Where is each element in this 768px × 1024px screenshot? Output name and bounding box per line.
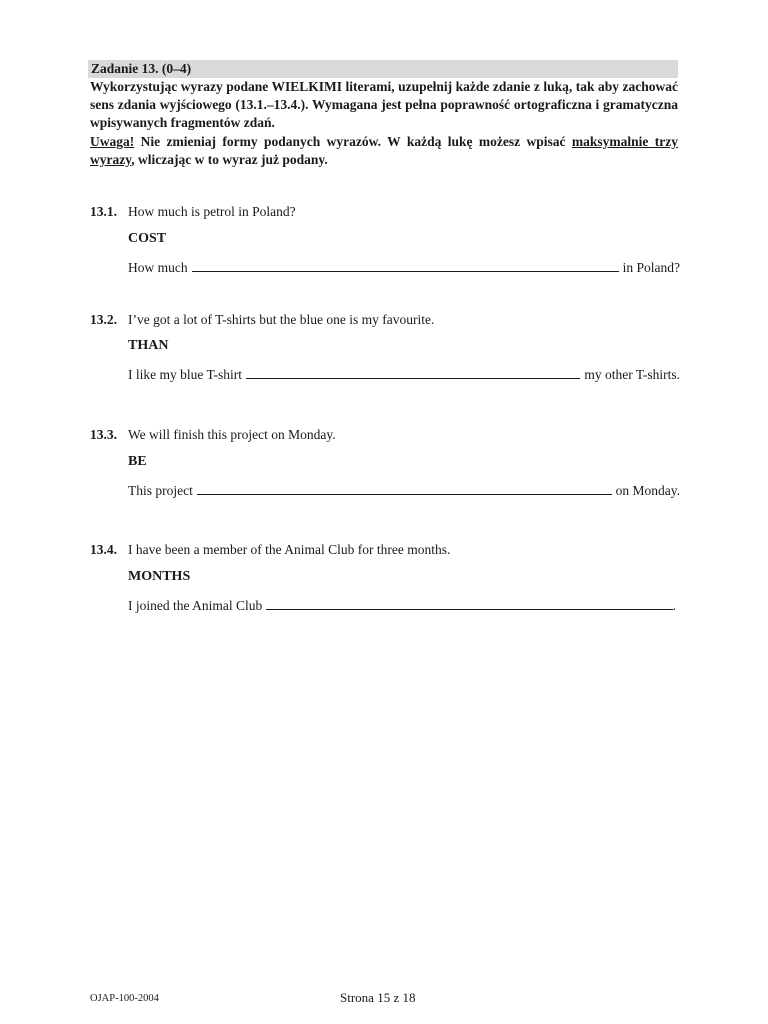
item-keyword: BE — [128, 454, 147, 469]
exam-code: OJAP-100-2004 — [90, 993, 159, 1004]
item-number: 13.1. — [90, 204, 117, 219]
item-keyword: COST — [128, 231, 167, 246]
item-sentence: We will finish this project on Monday. — [128, 427, 336, 442]
item-prefix: This project — [128, 483, 193, 498]
item-sentence: I’ve got a lot of T-shirts but the blue one is my favourite. — [128, 312, 435, 327]
item-suffix: on Monday. — [615, 483, 680, 498]
answer-blank[interactable] — [192, 258, 619, 272]
answer-blank[interactable] — [197, 481, 612, 495]
page-number: Strona 15 z 18 — [340, 990, 416, 1005]
item-prefix: How much — [128, 260, 188, 275]
item-suffix: . — [672, 598, 676, 613]
item-suffix: in Poland? — [622, 260, 680, 275]
item-number: 13.2. — [90, 312, 117, 327]
item-suffix: my other T-shirts. — [584, 367, 680, 382]
warning-label: Uwaga! — [90, 133, 135, 149]
item-sentence: How much is petrol in Poland? — [128, 204, 296, 219]
item-prefix: I joined the Animal Club — [128, 598, 263, 613]
item-prefix: I like my blue T-shirt — [128, 367, 242, 382]
item-number: 13.3. — [90, 427, 117, 442]
item-sentence: I have been a member of the Animal Club for three months. — [128, 542, 451, 557]
item-number: 13.4. — [90, 542, 117, 557]
task-instructions — [90, 78, 678, 169]
answer-blank[interactable] — [266, 596, 672, 610]
answer-blank[interactable] — [246, 365, 580, 379]
warning-emphasis: maksymalnie trzy wyrazy — [90, 133, 678, 167]
warning-text: Nie zmieniaj formy podanych wyrazów. W każdą lukę możesz wpisać — [134, 133, 572, 149]
instruction-main: Wykorzystując wyrazy podane WIELKIMI literami, uzupełnij każde zdanie z luką, tak aby zachować sens zdania wyjściowego (13.1.–13.4.). Wymagana jest pełna poprawność ortograficzna i gramatyczna wpisywanych fragmentów zdań. — [90, 79, 678, 131]
item-keyword: MONTHS — [128, 569, 191, 584]
warning-end: , wliczając w to wyraz już podany. — [131, 151, 328, 167]
task-title: Zadanie 13. (0–4) — [88, 60, 678, 78]
item-keyword: THAN — [128, 338, 169, 353]
